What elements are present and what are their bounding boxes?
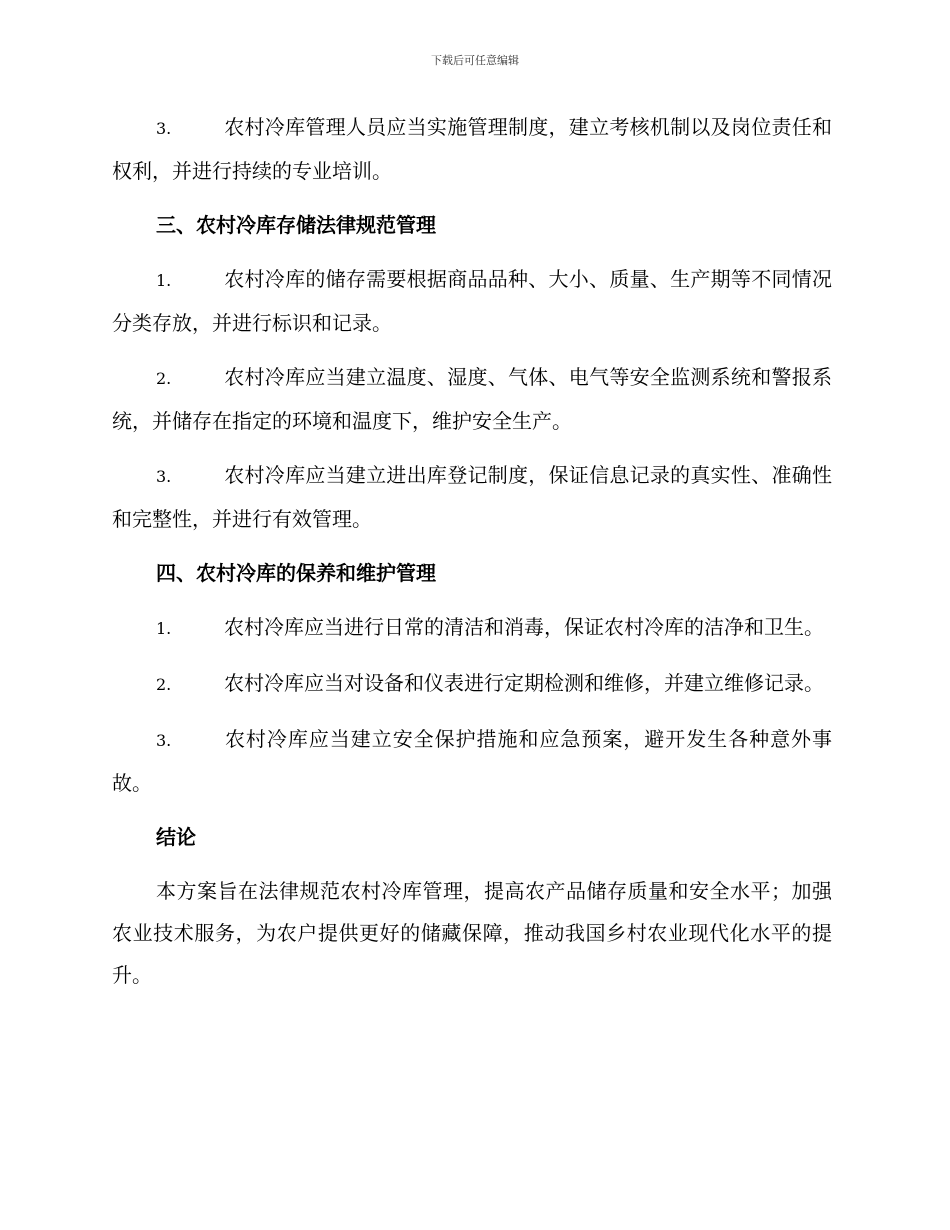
item-text: 农村冷库应当对设备和仪表进行定期检测和维修，并建立维修记录。: [224, 671, 824, 695]
conclusion-paragraph: 本方案旨在法律规范农村冷库管理，提高农产品储存质量和安全水平；加强农业技术服务，为农户提供更好的储藏保障，推动我国乡村农业现代化水平的提升。: [112, 879, 832, 987]
list-item: [112, 662, 832, 706]
item-number: 2.: [156, 369, 172, 388]
list-item: [112, 258, 832, 344]
item-text: 农村冷库应当建立进出库登记制度，保证信息记录的真实性、准确性和完整性，并进行有效管理。: [112, 463, 832, 531]
list-item: [112, 718, 832, 804]
document-body: [112, 106, 832, 1008]
section-heading: 三、农村冷库存储法律规范管理: [156, 213, 436, 237]
item-text: 农村冷库的储存需要根据商品品种、大小、质量、生产期等不同情况分类存放，并进行标识和记录。: [112, 267, 832, 335]
page-header: 下载后可任意编辑: [431, 54, 519, 67]
item-number: 1.: [156, 619, 172, 638]
section-heading: 四、农村冷库的保养和维护管理: [156, 561, 436, 585]
item-text: 农村冷库管理人员应当实施管理制度，建立考核机制以及岗位责任和权利，并进行持续的专业培训。: [112, 115, 832, 183]
item-number: 1.: [156, 271, 172, 290]
item-text: 农村冷库应当进行日常的清洁和消毒，保证农村冷库的洁净和卫生。: [224, 615, 824, 639]
item-text: 农村冷库应当建立安全保护措施和应急预案，避开发生各种意外事故。: [112, 727, 832, 795]
list-item: [112, 454, 832, 540]
item-number: 3.: [156, 119, 172, 138]
conclusion-heading: 结论: [156, 825, 196, 849]
item-number: 3.: [156, 467, 172, 486]
list-item: [112, 106, 832, 192]
list-item: [112, 356, 832, 442]
item-number: 3.: [156, 731, 172, 750]
item-number: 2.: [156, 675, 172, 694]
list-item: [112, 606, 832, 650]
item-text: 农村冷库应当建立温度、湿度、气体、电气等安全监测系统和警报系统，并储存在指定的环境和温度下，维护安全生产。: [112, 365, 832, 433]
